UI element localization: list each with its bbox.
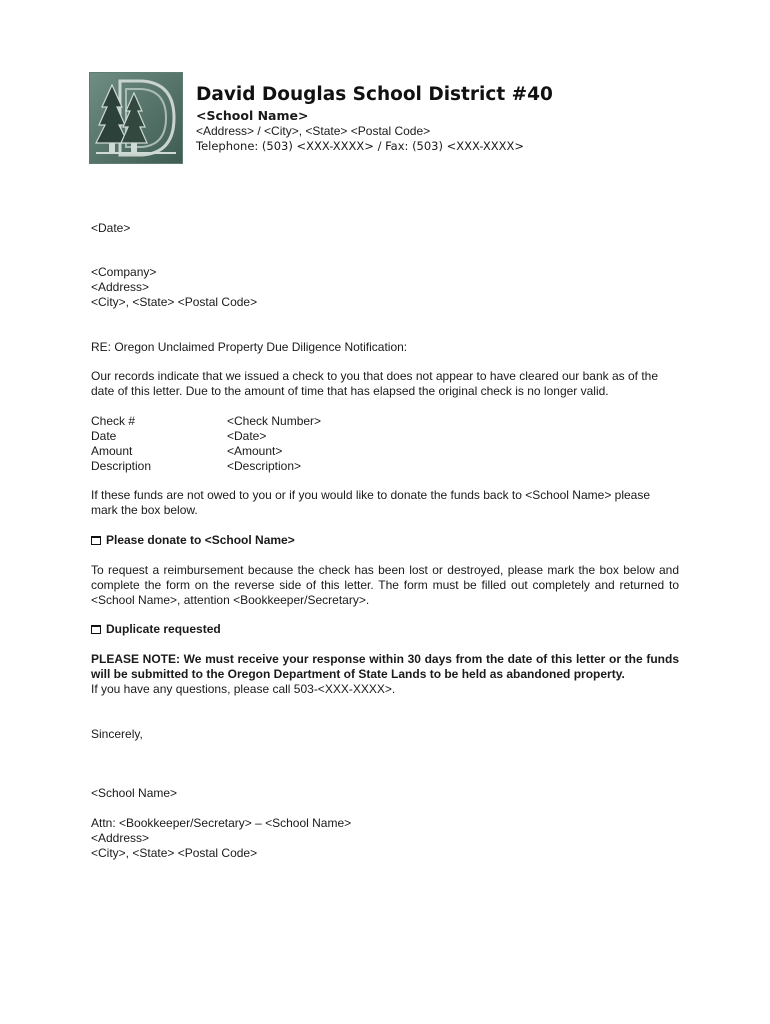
check-amount-value: <Amount>	[227, 444, 283, 458]
letter-date: <Date>	[91, 221, 131, 235]
paragraph-donate	[91, 488, 679, 518]
duplicate-checkbox[interactable]	[91, 625, 101, 634]
re-line: RE: Oregon Unclaimed Property Due Diligence Notification:	[91, 340, 408, 354]
check-detail-row	[91, 459, 321, 474]
signature-city-state-zip: <City>, <State> <Postal Code>	[91, 846, 258, 860]
check-detail-row	[91, 414, 321, 429]
paragraph-donate-text: If these funds are not owed to you or if you would like to donate the funds back to <School Name> please mark the box below.	[91, 488, 651, 517]
closing-block	[91, 727, 679, 742]
signature-address: <Address>	[91, 831, 150, 845]
recipient-company: <Company>	[91, 265, 157, 279]
closing-text: Sincerely,	[91, 727, 143, 741]
district-tree-dd-logo-icon	[90, 73, 182, 163]
recipient-address: <Address>	[91, 280, 150, 294]
check-number-label: Check #	[91, 414, 136, 428]
please-note-block	[91, 652, 679, 697]
duplicate-option[interactable]	[91, 622, 679, 637]
check-details-table	[91, 414, 321, 474]
donate-option-label: Please donate to <School Name>	[106, 533, 295, 547]
district-logo	[89, 72, 183, 164]
option-donate-block	[91, 533, 679, 548]
letterhead	[196, 84, 553, 153]
re-line-block	[91, 340, 679, 355]
donate-option[interactable]	[91, 533, 679, 548]
please-note-text: PLEASE NOTE: We must receive your response within 30 days from the date of this letter or the funds will be submitted to the Oregon Department of State Lands to be held as abandoned property.	[91, 652, 679, 681]
check-date-label: Date	[91, 429, 117, 443]
signature-block	[91, 786, 679, 801]
signature-school-name: <School Name>	[91, 786, 178, 800]
option-duplicate-block	[91, 622, 679, 637]
paragraph-records	[91, 369, 679, 399]
signature-attn-block	[91, 816, 679, 861]
paragraph-reimbursement	[91, 563, 679, 608]
recipient-city-state-zip: <City>, <State> <Postal Code>	[91, 295, 258, 309]
questions-text: If you have any questions, please call 503-<XXX-XXXX>.	[91, 682, 396, 696]
donate-checkbox[interactable]	[91, 536, 101, 545]
address-header: <Address> / <City>, <State> <Postal Code>	[196, 124, 431, 138]
district-name: David Douglas School District #40	[196, 84, 553, 105]
paragraph-reimbursement-text: To request a reimbursement because the check has been lost or destroyed, please mark the box below and complete the form on the reverse side of this letter. The form must be filled out completely and returned to <School Name>, attention <Bookkeeper/Secretary>.	[91, 563, 679, 607]
school-name-header: <School Name>	[196, 108, 309, 123]
check-date-value: <Date>	[227, 429, 267, 443]
signature-attn: Attn: <Bookkeeper/Secretary> – <School Name>	[91, 816, 352, 830]
check-amount-label: Amount	[91, 444, 133, 458]
check-number-value: <Check Number>	[227, 414, 322, 428]
recipient-block	[91, 265, 679, 310]
check-description-label: Description	[91, 459, 152, 473]
duplicate-option-label: Duplicate requested	[106, 622, 221, 636]
telephone-header: Telephone: (503) <XXX-XXXX> / Fax: (503) <XXX-XXXX>	[196, 139, 525, 153]
check-detail-row	[91, 444, 321, 459]
paragraph-records-text: Our records indicate that we issued a check to you that does not appear to have cleared our bank as of the date of this letter. Due to the amount of time that has elapsed the original check is no longer valid.	[91, 369, 659, 398]
check-detail-row	[91, 429, 321, 444]
check-description-value: <Description>	[227, 459, 302, 473]
letter-date-block	[91, 221, 679, 236]
